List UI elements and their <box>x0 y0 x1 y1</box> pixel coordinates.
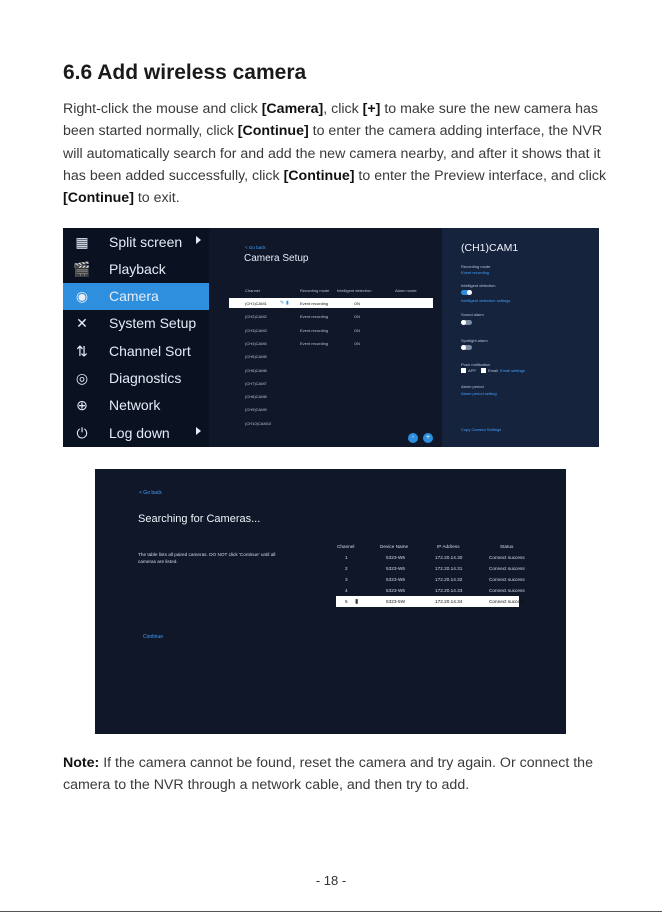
camera-row[interactable] <box>229 311 433 321</box>
menu-item-label: Split screen <box>109 233 183 250</box>
alarm-period-link[interactable]: Alarm period setting <box>461 391 497 396</box>
intelligent-detection-toggle[interactable] <box>461 290 472 295</box>
instructions-paragraph <box>63 98 608 209</box>
menu-item-diagnostics[interactable] <box>63 365 209 392</box>
cell-status: Connect success <box>489 576 525 582</box>
camera-icon: ◉ <box>75 288 89 305</box>
remove-camera-button[interactable]: - <box>408 433 418 443</box>
email-label: Email <box>488 368 499 373</box>
camera-row[interactable] <box>229 378 433 388</box>
menu-item-camera[interactable] <box>63 283 209 310</box>
searching-title: Searching for Cameras... <box>138 513 261 525</box>
menu-item-network[interactable] <box>63 392 209 419</box>
sound-alarm-toggle[interactable] <box>461 320 472 325</box>
cell-ip: 172.20.14.31 <box>435 565 463 571</box>
menu-item-channel-sort[interactable] <box>63 337 209 364</box>
camera-setup-screenshot <box>63 228 599 447</box>
add-camera-button[interactable]: + <box>423 433 433 443</box>
camera-row[interactable] <box>229 404 433 414</box>
cell-ip: 172.20.14.30 <box>435 555 463 560</box>
bold-ui-reference: [Continue] <box>283 167 355 184</box>
tools-icon: ✕ <box>76 315 88 332</box>
cell-channel: 4 <box>345 587 348 593</box>
cell-channel: (CH9)CAM9 <box>245 407 267 413</box>
globe-icon: ⊕ <box>76 397 88 414</box>
note-label: Note: <box>63 755 100 771</box>
sort-icon: ⇅ <box>76 342 88 359</box>
cell-channel: 5 <box>345 598 348 604</box>
sound-alarm-label: Sound alarm <box>461 312 484 317</box>
bold-ui-reference: [+] <box>362 101 381 117</box>
cell-channel: 3 <box>345 576 348 582</box>
menu-item-label: Playback <box>109 260 166 277</box>
grid-icon: ▦ <box>75 233 89 250</box>
cell-status: Connect success <box>489 565 525 571</box>
camera-row[interactable] <box>229 391 433 401</box>
email-settings-link[interactable]: Email settings <box>500 368 525 373</box>
paragraph-text: to enter the camera adding interface, the NVR will automatically search for and add the new camera nearby, and after it shows that it has been added successfully, click <box>63 123 603 184</box>
cell-detection: ON <box>354 340 360 346</box>
spotlight-alarm-label: Spotlight alarm <box>461 338 488 343</box>
app-checkbox[interactable] <box>461 368 466 373</box>
camera-result-row[interactable] <box>336 552 525 563</box>
camera-result-row[interactable] <box>336 596 525 607</box>
context-menu <box>63 228 209 447</box>
cell-channel: (CH6)CAM6 <box>245 367 267 373</box>
header-intelligent-detection: Intelligent detection <box>337 288 372 293</box>
cell-mode: Event recording <box>300 340 329 346</box>
logout-icon: ⏻ <box>76 424 88 441</box>
cell-mode: Event recording <box>300 327 329 333</box>
cell-detection: ON <box>354 301 360 306</box>
cell-channel: (CH3)CAM3 <box>245 327 267 333</box>
paragraph-text: , click <box>323 101 363 117</box>
edit-icon[interactable]: ✎ <box>280 300 285 306</box>
header-channel: Channel <box>245 288 260 293</box>
trash-icon[interactable]: ▮ <box>286 300 289 306</box>
alarm-period-label: Alarm period <box>461 384 484 389</box>
page-bottom-rule <box>0 911 662 912</box>
cell-channel: (CH5)CAM5 <box>245 354 267 360</box>
cell-detection: ON <box>354 314 360 320</box>
cell-channel: 2 <box>345 565 348 571</box>
camera-result-row[interactable] <box>336 585 525 596</box>
paragraph-text: to exit. <box>133 190 180 207</box>
submenu-arrow-icon <box>196 427 201 435</box>
submenu-arrow-icon <box>196 236 201 244</box>
paragraph-text: to enter the Preview interface, and click <box>354 167 607 184</box>
camera-row[interactable] <box>229 418 433 428</box>
trash-icon[interactable]: ▮ <box>355 598 359 605</box>
diagnostics-icon: ◎ <box>75 370 89 386</box>
bold-ui-reference: [Camera] <box>261 101 324 117</box>
intelligent-detection-label: Intelligent detection <box>461 283 496 288</box>
camera-row[interactable] <box>229 325 433 335</box>
recording-mode-label: Recording mode <box>461 264 491 269</box>
menu-item-label: System Setup <box>109 315 197 332</box>
cell-channel: (CH2)CAM2 <box>245 314 267 320</box>
header-ip-address: IP Address <box>437 544 460 549</box>
go-back-link[interactable]: < Go back <box>139 490 162 496</box>
camera-row[interactable] <box>229 365 433 375</box>
camera-setup-panel <box>209 228 442 447</box>
camera-setup-title: Camera Setup <box>244 253 309 264</box>
menu-item-log-down[interactable] <box>63 419 209 446</box>
spotlight-alarm-toggle[interactable] <box>461 345 472 350</box>
header-recording-mode: Recording mode <box>300 288 330 293</box>
detection-settings-link[interactable]: Intelligent detection settings <box>461 298 511 303</box>
go-back-link[interactable]: < Go back <box>245 245 266 250</box>
header-device-name: Device Name <box>380 544 409 549</box>
clapperboard-icon: 🎬 <box>73 260 91 277</box>
header-channel: Channel <box>337 544 355 549</box>
cell-status: Connect success <box>489 598 525 604</box>
search-info-text: The table lists all paired cameras. DO NOT click 'Continue' until all cameras are listed. <box>138 552 276 564</box>
menu-item-playback[interactable] <box>63 255 209 282</box>
header-status: Status <box>500 544 514 549</box>
camera-row[interactable] <box>229 298 433 308</box>
paragraph-text: Right-click the mouse and click <box>63 101 262 117</box>
cell-channel: 1 <box>345 555 348 560</box>
cell-channel: (CH1)CAM1 <box>245 301 267 306</box>
push-notification-label: Push notification <box>461 362 491 367</box>
cell-ip: 172.20.14.32 <box>435 576 463 582</box>
cell-channel: (CH8)CAM8 <box>245 394 267 400</box>
camera-row[interactable] <box>229 351 433 361</box>
recording-mode-value[interactable]: Event recording <box>461 270 490 275</box>
cell-channel: (CH10)CAM10 <box>245 420 272 426</box>
email-checkbox[interactable] <box>481 368 486 373</box>
section-title: 6.6 Add wireless camera <box>63 61 307 84</box>
camera-row[interactable] <box>229 338 433 348</box>
header-alarm-mode: Alarm mode <box>395 288 417 293</box>
cell-device: 5323-W6 <box>386 555 406 560</box>
cell-detection: ON <box>354 327 360 333</box>
menu-item-label: Channel Sort <box>109 342 191 359</box>
camera-detail-panel <box>442 228 599 447</box>
camera-result-row[interactable] <box>336 563 525 574</box>
menu-item-label: Camera <box>109 288 159 305</box>
cell-channel: (CH4)CAM4 <box>245 340 267 346</box>
page-number: - 18 - <box>315 873 347 888</box>
continue-button[interactable]: Continue <box>143 634 164 640</box>
menu-item-label: Network <box>109 397 161 414</box>
menu-item-label: Log down <box>109 424 170 441</box>
panel-title: (CH1)CAM1 <box>461 242 519 254</box>
camera-result-row[interactable] <box>336 574 525 585</box>
cell-status: Connect success <box>489 587 525 593</box>
cell-ip: 172.20.14.34 <box>435 598 463 604</box>
cell-device: 5323-W6 <box>386 565 406 571</box>
menu-item-label: Diagnostics <box>109 370 182 386</box>
cell-device: 5323-5W <box>386 598 406 604</box>
bold-ui-reference: [Continue] <box>63 190 134 207</box>
menu-item-system-setup[interactable] <box>63 310 209 337</box>
cell-device: 5323-W6 <box>386 587 406 593</box>
cell-ip: 172.20.14.33 <box>435 587 463 593</box>
cell-channel: (CH7)CAM7 <box>245 380 267 386</box>
paragraph-text: to make sure the new camera has been started normally, click <box>63 101 599 140</box>
menu-item-split-screen[interactable] <box>63 228 209 255</box>
search-cameras-screenshot <box>95 469 566 734</box>
cell-device: 5323-W6 <box>386 576 406 582</box>
copy-camera-settings-link[interactable]: Copy Camera Settings <box>461 427 502 432</box>
cell-mode: Event recording <box>300 301 329 306</box>
note-paragraph <box>63 752 608 797</box>
bold-ui-reference: [Continue] <box>237 123 309 140</box>
cell-status: Connect success <box>489 555 525 560</box>
cell-mode: Event recording <box>300 314 329 320</box>
note-text: If the camera cannot be found, reset the camera and try again. Or connect the camera to the NVR through a network cable, and then try to add. <box>63 755 593 794</box>
app-label: APP <box>468 368 477 373</box>
